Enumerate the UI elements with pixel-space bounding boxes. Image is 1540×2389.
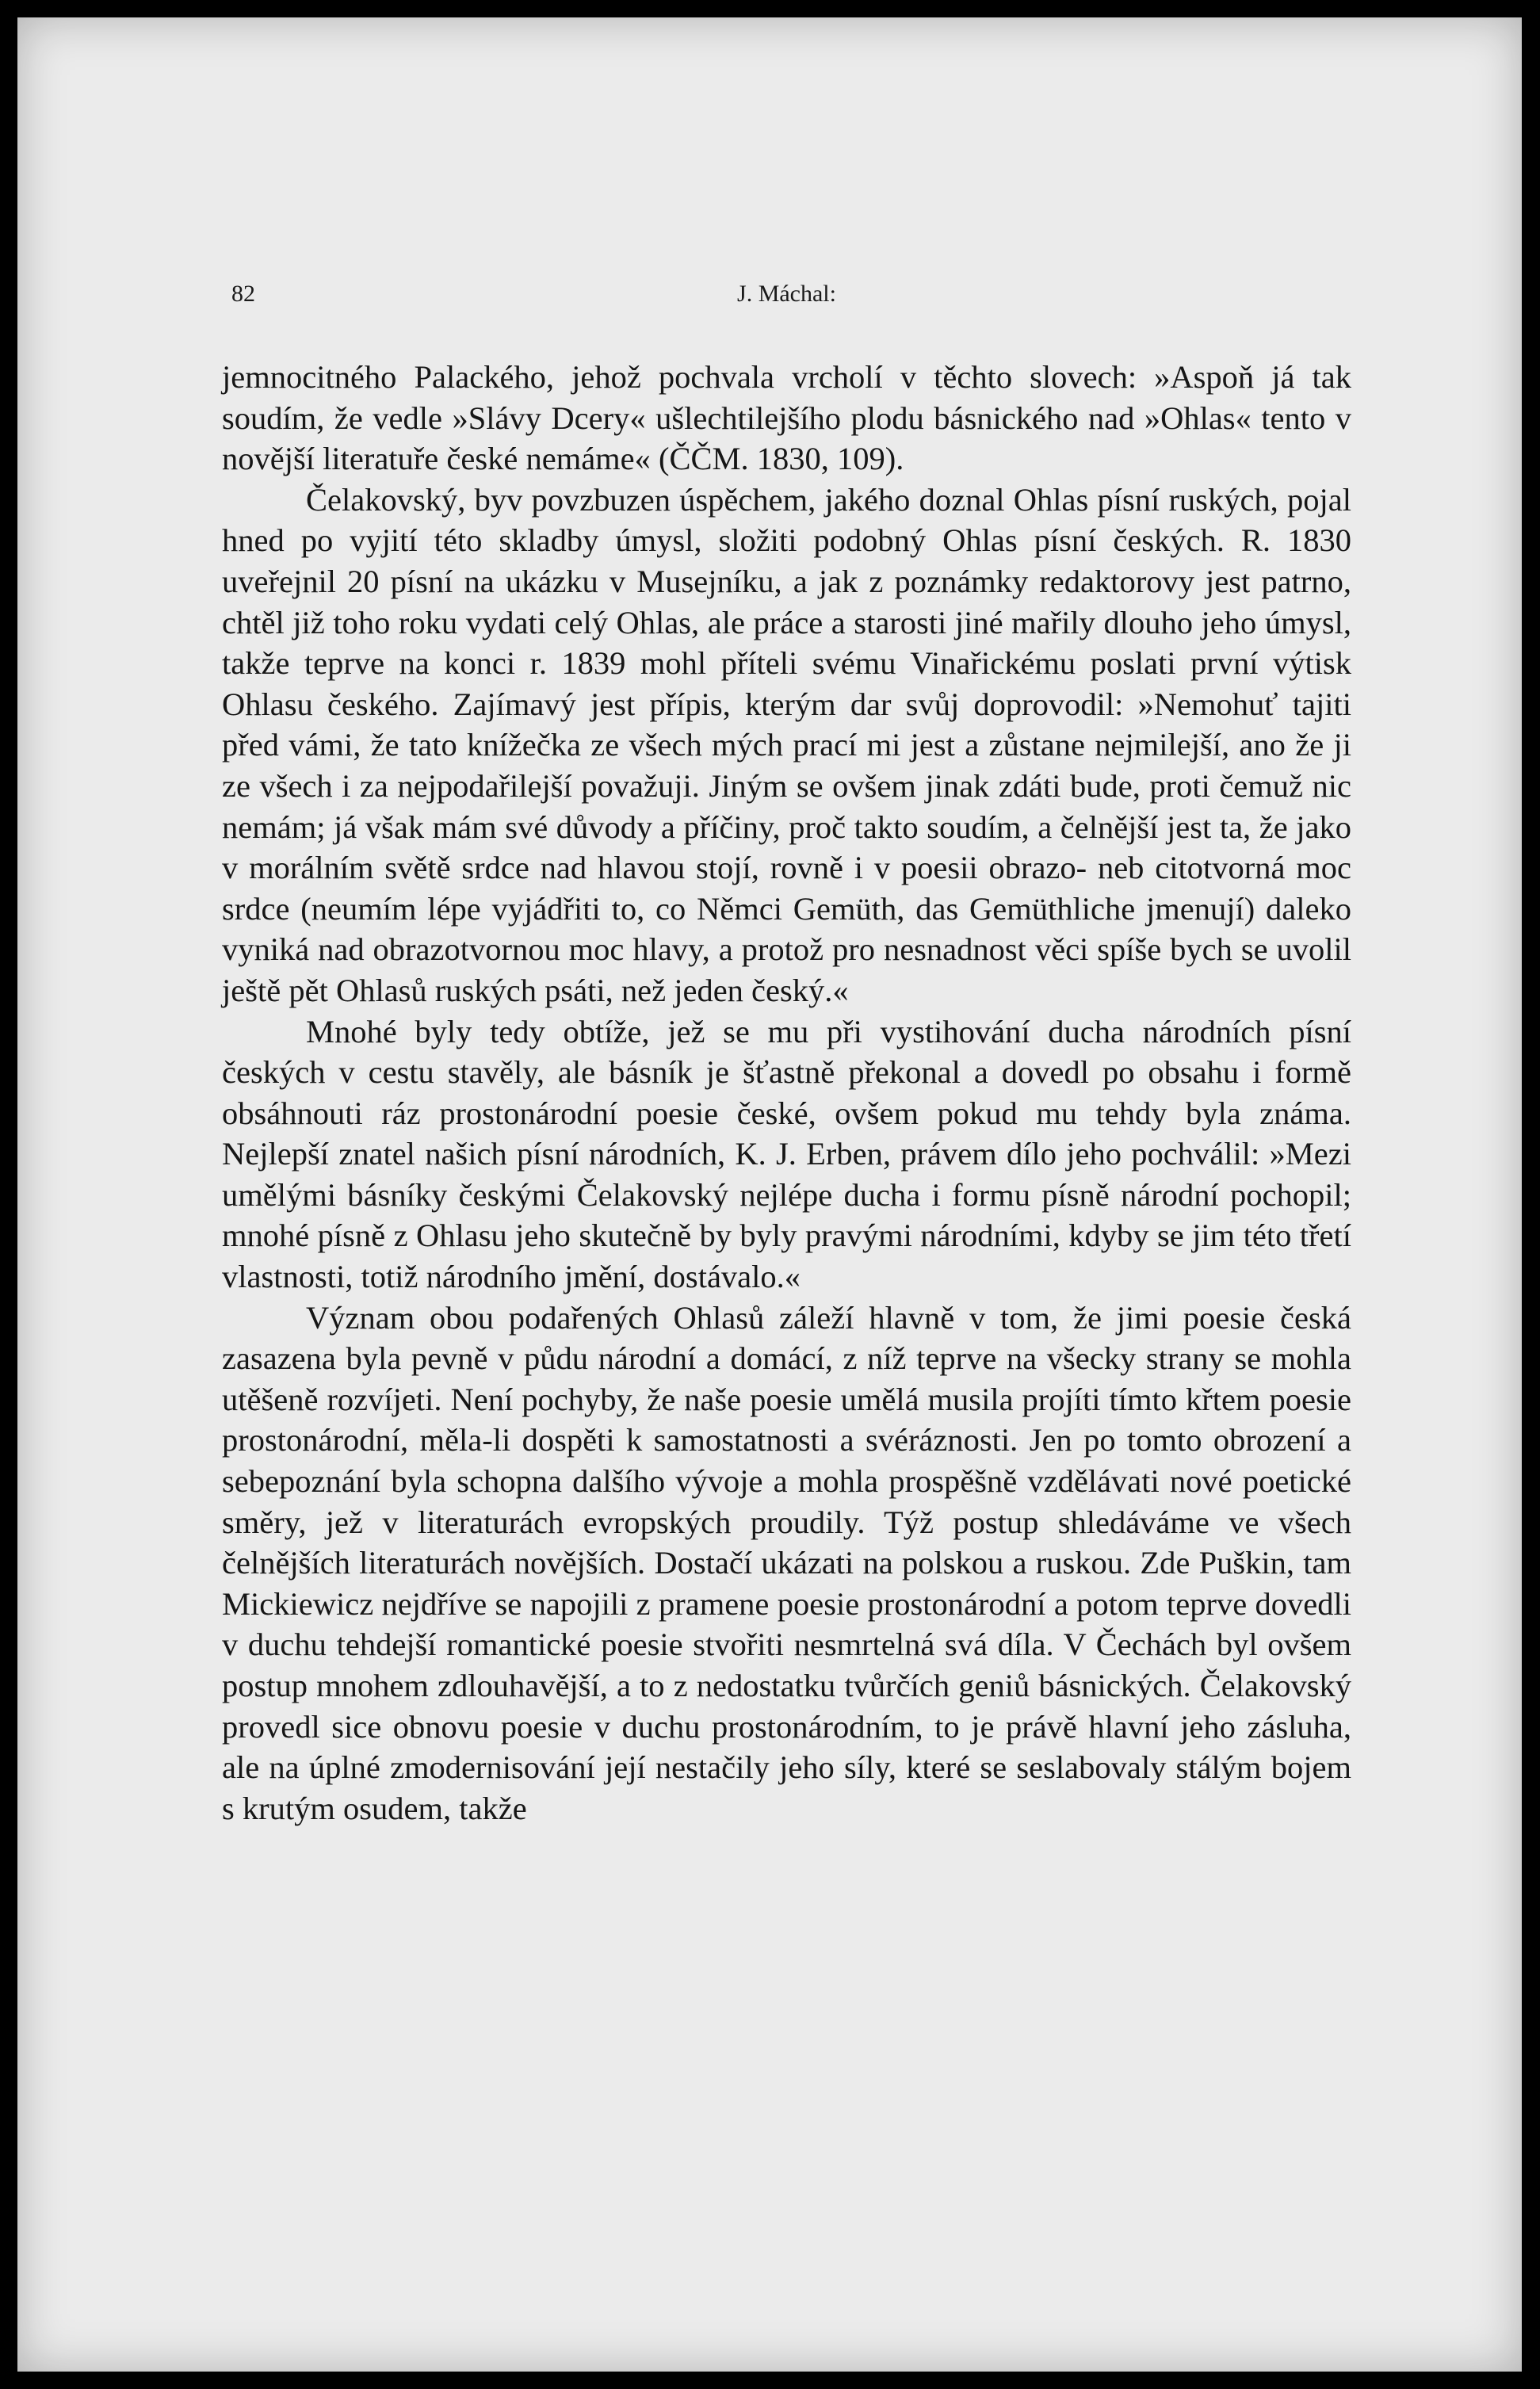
text-block — [222, 281, 1351, 1829]
paragraph-1: jemnocitného Palackého, jehož pochvala vrcholí v těchto slovech: »Aspoň já tak soudím, že vedle »Slávy Dcery« ušlechtilejšího plodu básnického nad »Ohlas« tento v novější literatuře české nemáme« (ČČM. 1830, 109). — [222, 359, 1351, 477]
paragraph-3: Mnohé byly tedy obtíže, jež se mu při vystihování ducha národních písní českých v cestu stavěly, ale básník je šťastně překonal a dovedl po obsahu i formě obsáhnouti ráz prostonárodní poesie české, ovšem pokud mu tehdy byla známa. Nejlepší znatel našich písní národních, K. J. Erben, právem dílo jeho pochválil: »Mezi umělými básníky českými Čelakovský nejlépe ducha i formu písně národní pochopil; mnohé písně z Ohlasu jeho skutečně by byly pravými národními, kdyby se jim této třetí vlastnosti, totiž národního jmění, dostávalo.« — [222, 1013, 1351, 1295]
paragraph-2: Čelakovský, byv povzbuzen úspěchem, jakého doznal Ohlas písní ruských, pojal hned po vyjití této skladby úmysl, složiti podobný Ohlas písní českých. R. 1830 uveřejnil 20 písní na ukázku v Musejníku, a jak z poznámky redaktorovy jest patrno, chtěl již toho roku vydati celý Ohlas, ale práce a starosti jiné mařily dlouho jeho úmysl, takže teprve na konci r. 1839 mohl příteli svému Vinařickému poslati první výtisk Ohlasu českého. Zajímavý jest přípis, kterým dar svůj doprovodil: »Nemohuť tajiti před vámi, že tato knížečka ze všech mých prací mi jest a zůstane nejmilejší, ano že ji ze všech i za nejpodařilejší považuji. Jiným se ovšem jinak zdáti bude, proti čemuž nic nemám; já však mám své důvody a příčiny, proč takto soudím, a čelnější jest ta, že jako v morálním světě srdce nad hlavou stojí, rovně i v poesii obrazo- neb citotvorná moc srdce (neumím lépe vyjádřiti to, co Němci Gemüth, das Gemüthliche jmenují) daleko vyniká nad obrazotvornou moc hlavy, a protož pro nesnadnost věci spíše bych se uvolil ještě pět Ohlasů ruských psáti, než jeden český.« — [222, 481, 1351, 1008]
body-text — [222, 357, 1351, 1829]
page-number: 82 — [231, 281, 255, 307]
header-author: J. Máchal: — [737, 281, 836, 307]
running-head — [222, 281, 1351, 328]
book-page — [17, 17, 1522, 2372]
paragraph-4: Význam obou podařených Ohlasů záleží hlavně v tom, že jimi poesie česká zasazena byla pevně v půdu národní a domácí, z níž teprve na všecky strany se mohla utěšeně rozvíjeti. Není pochyby, že naše poesie umělá musila projíti tímto křtem poesie prostonárodní, měla-li dospěti k samostatnosti a svéráznosti. Jen po tomto obrození a sebepoznání byla schopna dalšího vývoje a mohla prospěšně vzdělávati nové poetické směry, jež v literaturách evropských proudily. Týž postup shledáváme ve všech čelnějších literaturách novějších. Dostačí ukázati na polskou a ruskou. Zde Puškin, tam Mickiewicz nejdříve se napojili z pramene poesie prostonárodní a potom teprve dovedli v duchu tehdejší romantické poesie stvořiti nesmrtelná svá díla. V Čechách byl ovšem postup mnohem zdlouhavější, a to z nedostatku tvůrčích geniů básnických. Čelakovský provedl sice obnovu poesie v duchu prostonárodním, to je právě hlavní jeho zásluha, ale na úplné zmodernisování její nestačily jeho síly, které se seslabovaly stálým bojem s krutým osudem, takže — [222, 1299, 1351, 1826]
